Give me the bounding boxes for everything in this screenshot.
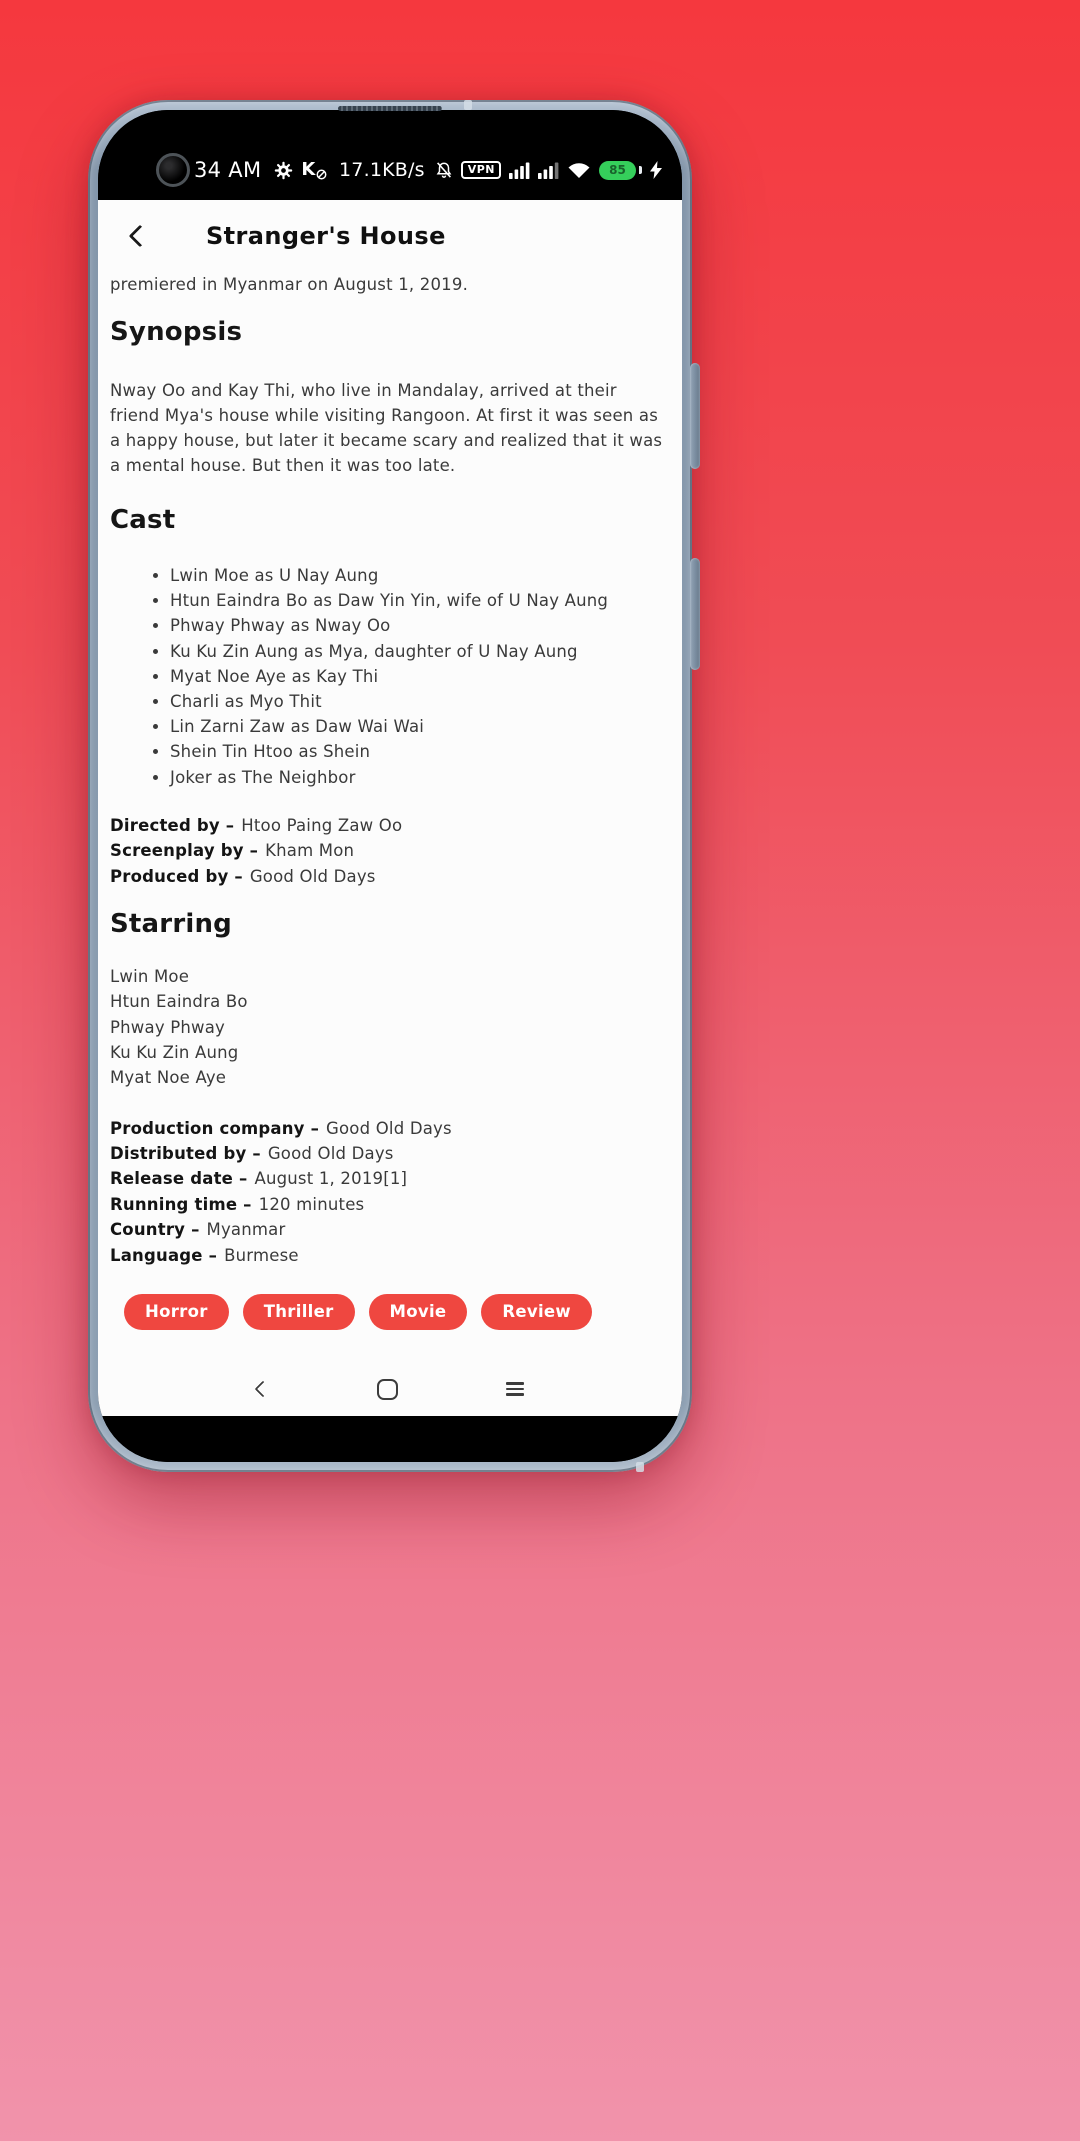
credits-block <box>110 813 668 889</box>
cast-item: • Myat Noe Aye as Kay Thi <box>170 664 668 689</box>
detail-value: August 1, 2019[1] <box>254 1169 408 1189</box>
charging-bolt-icon <box>650 161 662 179</box>
power-button <box>690 558 700 670</box>
detail-value: Good Old Days <box>267 1143 394 1163</box>
battery-indicator <box>599 161 636 180</box>
detail-label: Release date – <box>110 1169 248 1189</box>
article-scroll-area[interactable] <box>98 258 682 1362</box>
notifications-muted-icon <box>435 161 453 179</box>
nav-back-icon <box>254 1381 271 1398</box>
starring-item: Lwin Moe <box>110 967 190 987</box>
credit-value: Kham Mon <box>265 841 355 861</box>
phone-device <box>88 100 692 1472</box>
vpn-badge: VPN <box>461 161 501 179</box>
cast-item: • Lwin Moe as U Nay Aung <box>170 563 668 588</box>
network-speed: 17.1KB/s <box>339 159 425 181</box>
synopsis-heading: Synopsis <box>110 317 243 347</box>
detail-line <box>110 1243 668 1268</box>
front-camera-punch-hole <box>156 153 190 187</box>
credit-line <box>110 813 668 838</box>
page-title: Stranger's House <box>206 222 446 250</box>
cast-item: • Htun Eaindra Bo as Daw Yin Yin, wife of U Nay Aung <box>170 588 668 613</box>
detail-value: Good Old Days <box>326 1118 452 1138</box>
screen-chin <box>98 1416 682 1462</box>
cast-item: • Joker as The Neighbor <box>170 765 668 790</box>
cast-item: • Shein Tin Htoo as Shein <box>170 739 668 764</box>
cast-item: • Lin Zarni Zaw as Daw Wai Wai <box>170 714 668 739</box>
starring-item: Ku Ku Zin Aung <box>110 1042 239 1062</box>
k-notification-icon <box>301 161 327 179</box>
detail-label: Distributed by – <box>110 1143 261 1163</box>
starring-list <box>110 964 668 1090</box>
detail-value: 120 minutes <box>258 1194 365 1214</box>
credit-label: Directed by – <box>110 815 235 835</box>
gear-icon <box>274 161 293 180</box>
detail-line <box>110 1192 668 1217</box>
nav-home-icon <box>377 1379 398 1400</box>
app-window <box>98 200 682 1416</box>
detail-line <box>110 1141 668 1166</box>
details-block <box>110 1116 668 1268</box>
nav-home-button[interactable] <box>377 1379 398 1400</box>
cast-item: • Charli as Myo Thit <box>170 689 668 714</box>
back-chevron-icon <box>129 225 152 248</box>
volume-button <box>690 363 700 469</box>
detail-value: Myanmar <box>206 1220 286 1240</box>
cast-item: • Ku Ku Zin Aung as Mya, daughter of U Nay Aung <box>170 639 668 664</box>
intro-tail-line: premiered in Myanmar on August 1, 2019. <box>110 275 469 294</box>
detail-line <box>110 1166 668 1191</box>
detail-label: Production company – <box>110 1118 320 1138</box>
tag-row <box>110 1294 668 1330</box>
tag-movie[interactable]: Movie <box>369 1294 468 1330</box>
credit-value: Htoo Paing Zaw Oo <box>241 815 403 835</box>
detail-label: Language – <box>110 1245 218 1265</box>
status-bar-right <box>339 159 662 181</box>
speaker-grille <box>338 106 442 111</box>
antenna-line-bottom <box>636 1462 644 1472</box>
nav-recents-button[interactable] <box>506 1382 524 1396</box>
k-notification-glyph: K <box>301 159 316 180</box>
status-bar <box>98 110 682 200</box>
starring-item: Phway Phway <box>110 1017 226 1037</box>
tag-review[interactable]: Review <box>481 1294 592 1330</box>
tag-horror[interactable]: Horror <box>124 1294 229 1330</box>
clock: 34 AM <box>194 158 262 182</box>
phone-screen <box>98 110 682 1462</box>
mute-circle-icon <box>316 169 327 180</box>
starring-item: Htun Eaindra Bo <box>110 992 248 1012</box>
antenna-line-top <box>464 100 472 110</box>
credit-value: Good Old Days <box>249 866 376 886</box>
tag-thriller[interactable]: Thriller <box>243 1294 355 1330</box>
starring-item: Myat Noe Aye <box>110 1068 227 1088</box>
starring-heading: Starring <box>110 909 232 940</box>
cast-list <box>110 563 668 790</box>
credit-label: Produced by – <box>110 866 243 886</box>
wifi-icon <box>567 161 591 179</box>
credit-line <box>110 864 668 889</box>
detail-line <box>110 1116 668 1141</box>
battery-level: 85 <box>609 163 626 177</box>
app-header <box>98 200 682 258</box>
cast-item: • Phway Phway as Nway Oo <box>170 613 668 638</box>
battery-nub <box>639 166 642 174</box>
cast-heading: Cast <box>110 505 176 535</box>
synopsis-text: Nway Oo and Kay Thi, who live in Mandalay, arrived at their friend Mya's house while visiting Rangoon. At first it was seen as a happy house, but later it became scary and realized that it was a mental house. But then it was too late. <box>110 381 663 475</box>
detail-line <box>110 1217 668 1242</box>
detail-value: Burmese <box>224 1245 299 1265</box>
detail-label: Country – <box>110 1220 200 1240</box>
nav-back-button[interactable] <box>257 1383 269 1395</box>
signal-strength-icon-sim2 <box>538 162 559 179</box>
credit-line <box>110 838 668 863</box>
signal-strength-icon-sim1 <box>509 162 530 179</box>
detail-label: Running time – <box>110 1194 252 1214</box>
back-button[interactable] <box>132 228 154 244</box>
system-navbar <box>98 1362 682 1416</box>
credit-label: Screenplay by – <box>110 841 259 861</box>
